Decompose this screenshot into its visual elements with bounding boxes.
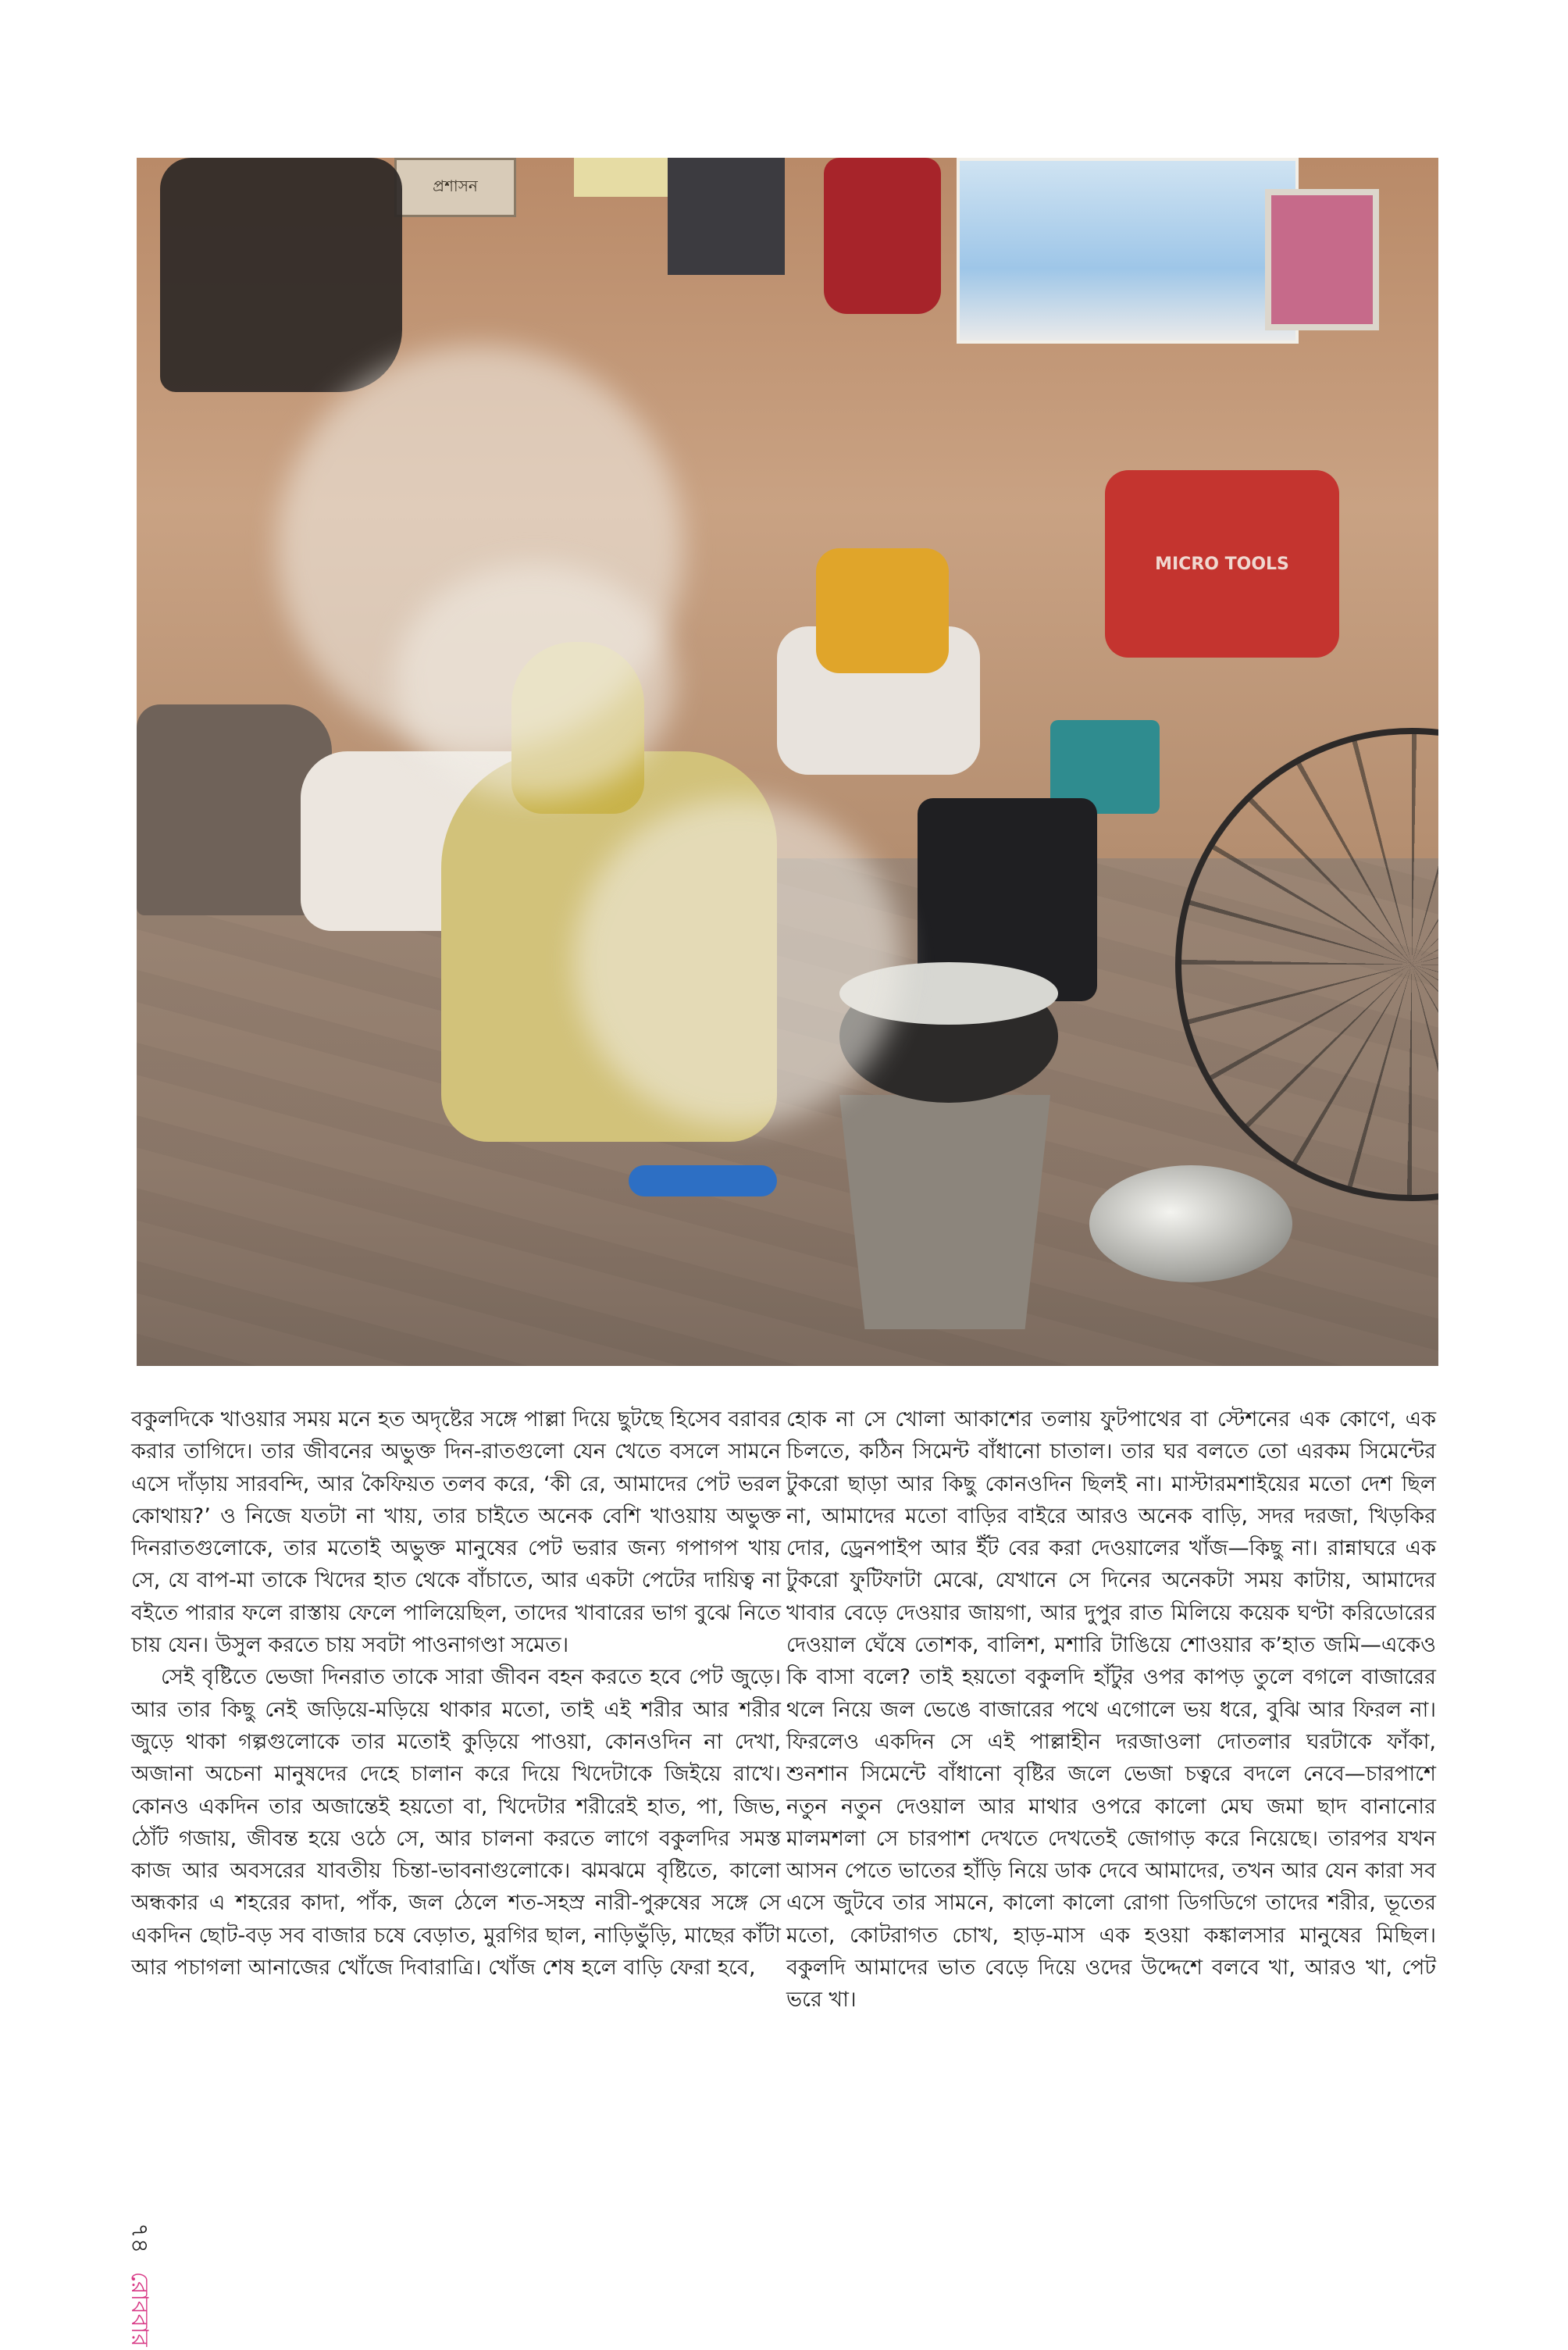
paragraph: সেই বৃষ্টিতে ভেজা দিনরাত তাকে সারা জীবন বহন করতে হবে পেট জুড়ে। আর তার কিছু নেই জড়িয়ে-মড়িয়ে থাকার মতো, তাই এই শরীর আর শরীর জুড়ে থাকা গল্পগুলোকে তার মতোই কুড়িয়ে পাওয়া, কোনওদিন না দেখা, অজানা অচেনা মানুষদের দেহে চালান করে দিয়ে খিদেটাকে জিইয়ে রাখে। কোনও একদিন তার অজান্তেই হয়তো বা, খিদেটার শরীরেই হাত, পা, জিভ, ঠোঁট গজায়, জীবন্ত হয়ে ওঠে সে, আর চালনা করতে লাগে বকুলদির সমস্ত কাজ আর অবসরের যাবতীয় চিন্তা-ভাবনাগুলোকে। ঝমঝমে বৃষ্টিতে, কালো অন্ধকার এ শহরের কাদা, পাঁক, জল ঠেলে শত-সহস্র নারী-পুরুষের সঙ্গে সে একদিন ছোট-বড় সব বাজার চষে বেড়াত, মুরগির ছাল, নাড়িভুঁড়ি, মাছের কাঁটা আর পচাগলা আনাজের খোঁজে দিবারাত্রি। খোঁজ শেষ হলে বাড়ি ফেরা হবে, (131, 1665, 781, 1981)
sack-label: MICRO TOOLS (1155, 554, 1289, 574)
magazine-name: রোববার (125, 2271, 153, 2347)
article-column-right (786, 1403, 1436, 2017)
red-sack (1105, 470, 1339, 658)
paragraph: বকুলদিকে খাওয়ার সময় মনে হত অদৃষ্টের সঙ্গে পাল্লা দিয়ে ছুটছে হিসেব বরাবর করার তাগিদে। তার জীবনের অভুক্ত দিন-রাতগুলো যেন খেতে বসলে সামনে এসে দাঁড়ায় সারবন্দি, আর কৈফিয়ত তলব করে, ‘কী রে, আমাদের পেট ভরল কোথায়?’ ও নিজে যতটা না খায়, তার চাইতে অনেক বেশি খাওয়ায় অভুক্ত দিনরাতগুলোকে, তার মতোই অভুক্ত মানুষের পেট ভরার জন্য গপাগপ খায় সে, যে বাপ-মা তাকে খিদের হাত থেকে বাঁচাতে, আর একটা পেটের দায়িত্ব না বইতে পারার ফলে রাস্তায় ফেলে পালিয়েছিল, তাদের খাবারের ভাগ বুঝে নিতে চায় যেন। উসুল করতে চায় সবটা পাওনাগণ্ডা সমেত। (131, 1407, 781, 1658)
poster-sign-text: প্রশাসন (433, 176, 478, 195)
poster-sign (394, 158, 516, 217)
yellow-bundle (816, 548, 949, 673)
article-photo (137, 158, 1438, 1366)
steel-bowl (1089, 1165, 1292, 1282)
article-column-left (131, 1403, 781, 1984)
paragraph: হোক না সে খোলা আকাশের তলায় ফুটপাথের বা স্টেশনের এক কোণে, এক চিলতে, কঠিন সিমেন্ট বাঁধানো চাতাল। তার ঘর বলতে তো এরকম সিমেন্টের টুকরো ছাড়া আর কিছু কোনওদিন ছিলই না। মাস্টারমশাইয়ের মতো দেশ ছিল না, আমাদের মতো বাড়ির বাইরে আরও অনেক বাড়ি, সদর দরজা, খিড়কির দোর, ড্রেনপাইপ আর ইঁট বের করা দেওয়ালের খাঁজ—কিছু না। রান্নাঘরে এক টুকরো ফুটিফাটা মেঝে, যেখানে সে দিনের অনেকটা সময় কাটায়, আমাদের খাবার বেড়ে দেওয়ার জায়গা, আর দুপুর রাত মিলিয়ে কয়েক ঘণ্টা করিডোরের দেওয়াল ঘেঁষে তোশক, বালিশ, মশারি টাঙিয়ে শোওয়ার ক’হাত জমি—একেও কি বাসা বলে? তাই হয়তো বকুলদি হাঁটুর ওপর কাপড় তুলে বগলে বাজারের থলে নিয়ে জল ভেঙে বাজারের পথে এগোলে ভয় ধরে, বুঝি আর ফিরল না। ফিরলেও একদিন সে এই পাল্লাহীন দরজাওলা দোতলার ঘরটাকে ফাঁকা, শুনশান সিমেন্টে বাঁধানো বৃষ্টির জলে ভেজা চত্বরে বদলে নেবে—চারপাশে নতুন নতুন দেওয়াল আর মাথার ওপরে কালো মেঘ জমা ছাদ বানানোর মালমশলা সে চারপাশ দেখতে দেখতেই জোগাড় করে নিয়েছে। তারপর যখন আসন পেতে ভাতের হাঁড়ি নিয়ে ডাক দেবে আমাদের, তখন আর যেন কারা সব এসে জুটবে তার সামনে, কালো কালো রোগা ডিগডিগে তাদের শরীর, ভূতের মতো, কোটরাগত চোখ, হাড়-মাস এক হওয়া কঙ্কালসার মানুষের মিছিল। বকুলদি আমাদের ভাত বেড়ে দিয়ে ওদের উদ্দেশে বলবে খা, আরও খা, পেট ভরে খা। (786, 1407, 1436, 2013)
poster-portrait (1265, 189, 1379, 330)
bucket-stove (839, 1095, 1050, 1329)
steam (394, 564, 675, 798)
page-folio (119, 2223, 159, 2347)
steam (574, 798, 902, 1126)
blue-sandals (629, 1165, 777, 1196)
poster-dark (668, 158, 785, 275)
hanging-cloth (160, 158, 402, 392)
poster-mosque (957, 158, 1299, 344)
hanging-red-bag (824, 158, 941, 314)
page-number: ৭৪ (125, 2223, 153, 2254)
